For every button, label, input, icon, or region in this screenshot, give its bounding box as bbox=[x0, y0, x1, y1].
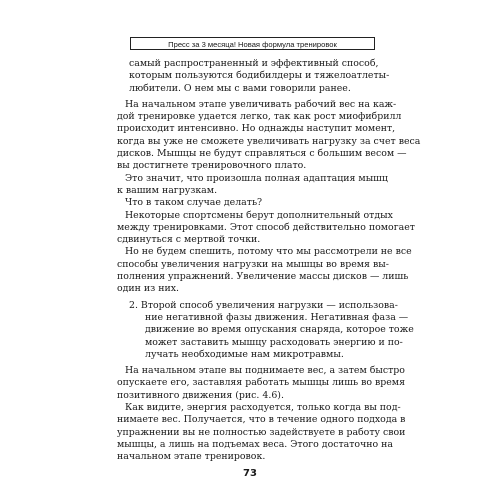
text-line: упражнении вы не полностью задействуете в работу свои bbox=[117, 426, 406, 438]
text-line: Что в таком случае делать? bbox=[125, 197, 263, 209]
page-number: 73 bbox=[243, 468, 257, 479]
text-line: На начальном этапе увеличивать рабочий вес на каж- bbox=[125, 98, 397, 110]
text-line: происходит интенсивно. Но однажды наступит момент, bbox=[117, 123, 396, 135]
text-line: которым пользуются бодибилдеры и тяжелоатлеты- bbox=[129, 70, 390, 82]
text-line: способы увеличения нагрузки на мышцы во время вы- bbox=[117, 258, 389, 270]
text-line: Но не будем спешить, потому что мы рассмотрели не все bbox=[125, 246, 412, 258]
text-line: может заставить мышцу расходовать энергию и по- bbox=[145, 336, 403, 348]
text-line: когда вы уже не сможете увеличивать нагрузку за счет веса bbox=[117, 135, 421, 147]
text-line: нимаете вес. Получается, что в течение одного подхода в bbox=[117, 414, 406, 426]
text-line: дой тренировке удается легко, так как рост миофибрилл bbox=[117, 111, 402, 123]
text-line: 2. Второй способ увеличения нагрузки — использова- bbox=[129, 299, 398, 311]
text-line: дисков. Мышцы не будут справляться с большим весом — bbox=[117, 148, 407, 160]
text-line: вы достигнете тренировочного плато. bbox=[117, 160, 307, 172]
text-line: ние негативной фазы движения. Негативная фаза — bbox=[145, 311, 409, 323]
text-line: мышцы, а лишь на подъемах веса. Этого достаточно на bbox=[117, 438, 393, 450]
text-line: Некоторые спортсмены берут дополнительный отдых bbox=[125, 209, 393, 221]
text-line: начальном этапе тренировок. bbox=[117, 451, 266, 463]
text-line: любители. О нем мы с вами говорили ранее. bbox=[129, 82, 351, 94]
text-line: между тренировками. Этот способ действительно помогает bbox=[117, 221, 415, 233]
text-line: лучать необходимые нам микротравмы. bbox=[145, 348, 344, 360]
running-header: Пресс за 3 месяца! Новая формула тренировок bbox=[130, 37, 375, 50]
text-line: полнения упражнений. Увеличение массы дисков — лишь bbox=[117, 271, 409, 283]
text-line: движение во время опускания снаряда, которое тоже bbox=[145, 324, 414, 336]
text-line: позитивного движения (рис. 4.6). bbox=[117, 389, 284, 401]
text-line: опускаете его, заставляя работать мышцы лишь во время bbox=[117, 377, 406, 389]
text-line: На начальном этапе вы поднимаете вес, а затем быстро bbox=[125, 365, 405, 377]
text-line: самый распространенный и эффективный способ, bbox=[129, 58, 379, 69]
body-text bbox=[117, 58, 421, 464]
text-line: сдвинуться с мертвой точки. bbox=[117, 234, 261, 246]
text-line: Как видите, энергия расходуется, только когда вы под- bbox=[125, 402, 401, 414]
text-line: к вашим нагрузкам. bbox=[117, 184, 218, 196]
text-line: Это значит, что произошла полная адаптация мышц bbox=[125, 172, 388, 184]
text-line: один из них. bbox=[117, 283, 179, 295]
